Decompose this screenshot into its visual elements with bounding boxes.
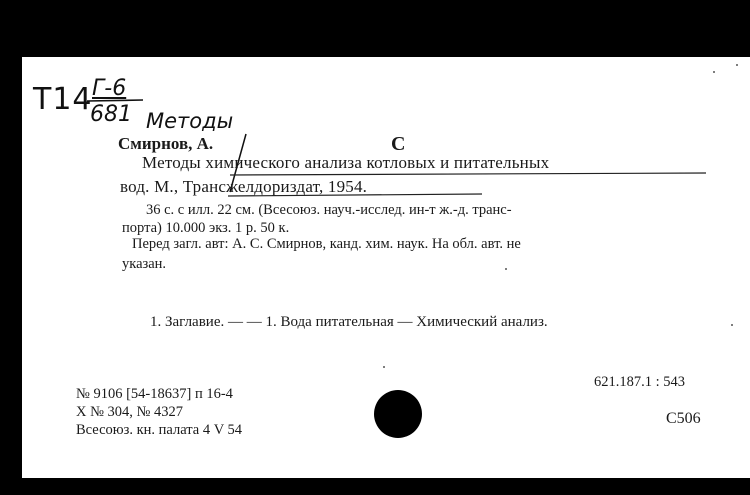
tracings-line: 1. Заглавие. — — 1. Вода питательная — Химический анализ. xyxy=(150,314,548,330)
scan-speck xyxy=(383,366,385,368)
scan-speck xyxy=(736,64,738,66)
author-heading: Смирнов, А. xyxy=(118,134,214,153)
catalog-letter: С xyxy=(391,133,406,155)
title-line-2: вод. М., Трансжелдориздат, 1954. xyxy=(120,177,368,196)
book-chamber-line: Всесоюз. кн. палата 4 V 54 xyxy=(76,422,243,438)
udc-code: 621.187.1 : 543 xyxy=(594,374,686,390)
note-line-2: указан. xyxy=(122,256,167,272)
handwritten-class-bottom: 681 xyxy=(90,102,132,127)
description-line-2: порта) 10.000 экз. 1 р. 50 к. xyxy=(122,220,290,236)
card-number-line: № 9106 [54-18637] п 16-4 xyxy=(76,386,233,402)
scan-speck xyxy=(731,324,733,326)
scan-speck xyxy=(505,268,507,270)
title-line-1: Методы химического анализа котловых и питательных xyxy=(142,153,550,172)
scan-speck xyxy=(713,71,715,73)
handwritten-title-word: Методы xyxy=(146,109,234,133)
punch-hole xyxy=(374,390,422,438)
note-line-1: Перед загл. авт: А. С. Смирнов, канд. хим. наук. На обл. авт. не xyxy=(132,236,521,252)
handwritten-class-top: Г-6 xyxy=(92,76,127,101)
handwritten-shelf-mark: T14 xyxy=(33,82,93,117)
x-number-line: Х № 304, № 4327 xyxy=(76,404,184,420)
card-code: С506 xyxy=(666,410,701,427)
handwritten-divider xyxy=(85,98,145,104)
description-line-1: 36 с. с илл. 22 см. (Всесоюз. науч.-исслед. ин-т ж.-д. транс- xyxy=(146,202,512,218)
imprint-underline xyxy=(226,192,486,200)
